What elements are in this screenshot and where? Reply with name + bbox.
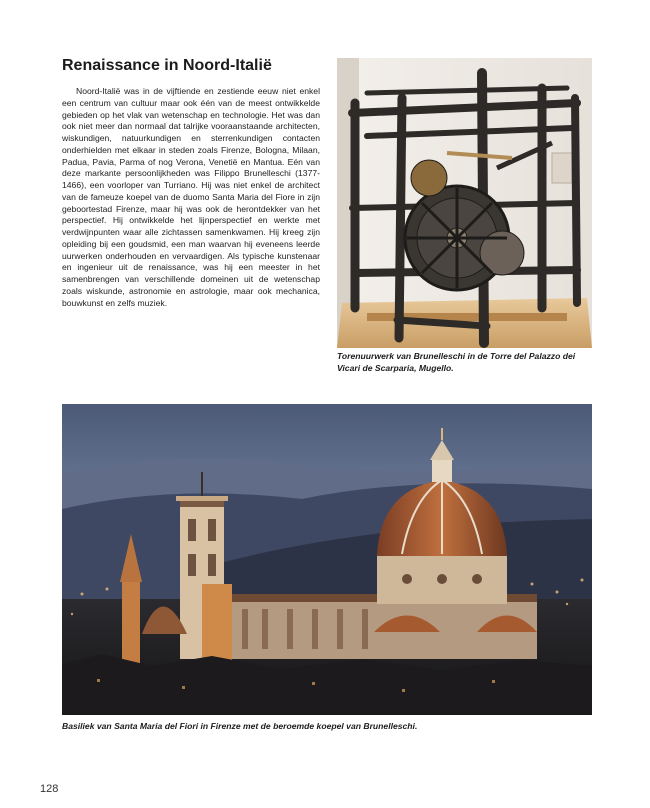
- article-body: Noord-Italië was in de vijftiende en zestiende eeuw niet enkel een centrum van cultuur maar ook één van de meest ontwikkelde gebieden op het vlak van wetenschap en technologie. Het was dan ook niet meer dan normaal dat talrijke vooraanstaande architecten, wiskundigen, natuurkundigen en sterrenkundigen contacten onderhielden met elkaar in steden zoals Firenze, Bologna, Milaan, Padua, Pavia, Parma of nog Verona, Venetië en Mantua. Eén van deze markante persoonlijkheden was Filippo Brunelleschi (1377-1466), een voorloper van Turriano. Hij was niet enkel de architect van de fameuze koepel van de duomo Santa Maria del Fiore in zijn geboortestad Firenze, maar hij was ook de herontdekker van het perspectief. Hij ontwikkelde het lijnperspectief en werkte met verdwijnpunten waar alle zichtassen samenkwamen. Hij kreeg zijn opleiding bij een goudsmid, een man waarvan hij eveneens leerde uurwerken onderhouden en vervaardigen. Als typische kunstenaar en ingenieur uit de renaissance, was hij een meester in het samenbrengen van verschillende domeinen uit de wetenschap zoals wiskunde, astronomie en astrologie, maar ook mechanica, bouwkunst en zelfs muziek.: [62, 86, 320, 308]
- page-number: 128: [40, 783, 59, 795]
- florence-duomo-photo: [62, 404, 592, 715]
- article-title: Renaissance in Noord-Italië: [62, 57, 272, 74]
- clock-caption: Torenuurwerk van Brunelleschi in de Torre del Palazzo dei Vicari de Scarparia, Mugello.: [337, 351, 576, 373]
- tower-clock-photo: [337, 58, 592, 348]
- duomo-caption: Basiliek van Santa Maria del Fiori in Firenze met de beroemde koepel van Brunelleschi.: [62, 721, 418, 731]
